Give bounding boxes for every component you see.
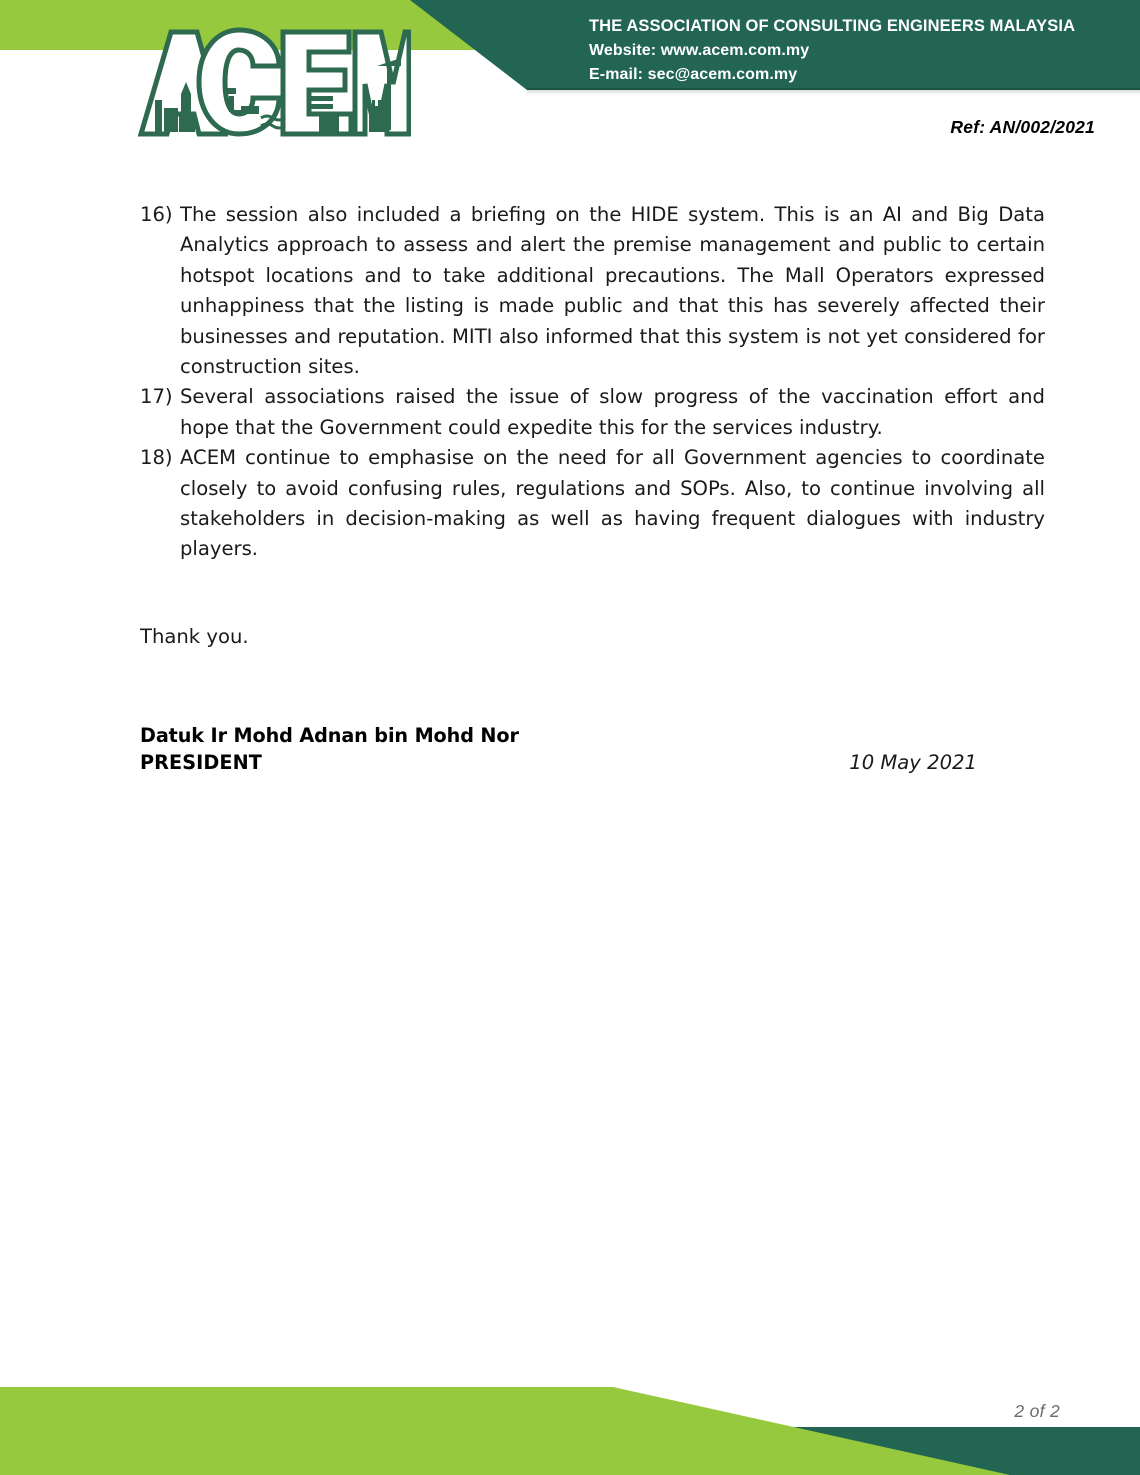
list-item-marker: 17)	[140, 385, 173, 409]
signatory-name: Datuk Ir Mohd Adnan bin Mohd Nor	[140, 724, 519, 748]
page-header	[0, 0, 1140, 160]
list-item-text: ACEM continue to emphasise on the need for all Government agencies to coordinate closely to avoid confusing rules, regulations and SOPs. Also, to continue involving all stakeholders in decision-making as well as having frequent dialogues with industry players.	[180, 446, 1045, 561]
acem-logo	[133, 22, 411, 140]
signature-date: 10 May 2021	[849, 751, 977, 775]
closing-line: Thank you.	[140, 624, 249, 648]
list-item	[140, 443, 1045, 565]
page-number: 2 of 2	[1014, 1401, 1060, 1421]
page-footer	[0, 1360, 1140, 1475]
document-reference: Ref: AN/002/2021	[950, 117, 1095, 137]
numbered-paragraph-list	[140, 200, 1045, 565]
document-body	[140, 200, 1045, 776]
list-item-text: Several associations raised the issue of slow progress of the vaccination effort and hope that the Government could expedite this for the services industry.	[180, 385, 1045, 439]
organization-name: THE ASSOCIATION OF CONSULTING ENGINEERS MALAYSIA	[589, 17, 1076, 35]
signatory-title: PRESIDENT	[140, 751, 262, 775]
header-banner-shadow	[527, 88, 1140, 95]
list-item-marker: 16)	[140, 203, 173, 226]
list-item-marker: 18)	[140, 446, 173, 470]
header-contact-block	[589, 14, 1075, 88]
list-item	[140, 200, 1045, 382]
email-line: E-mail: sec@acem.com.my	[589, 66, 798, 84]
website-line: Website: www.acem.com.my	[589, 42, 810, 60]
list-item-text: The session also included a briefing on the HIDE system. This is an AI and Big Data Analytics approach to assess and alert the premise management and public to certain hotspot locations and to take additional precautions. The Mall Operators expressed unhappiness that the listing is made public and that this has severely affected their businesses and reputation. MITI also informed that this system is not yet considered for construction sites.	[180, 203, 1045, 379]
signature-block	[140, 722, 1045, 776]
list-item	[140, 382, 1045, 443]
